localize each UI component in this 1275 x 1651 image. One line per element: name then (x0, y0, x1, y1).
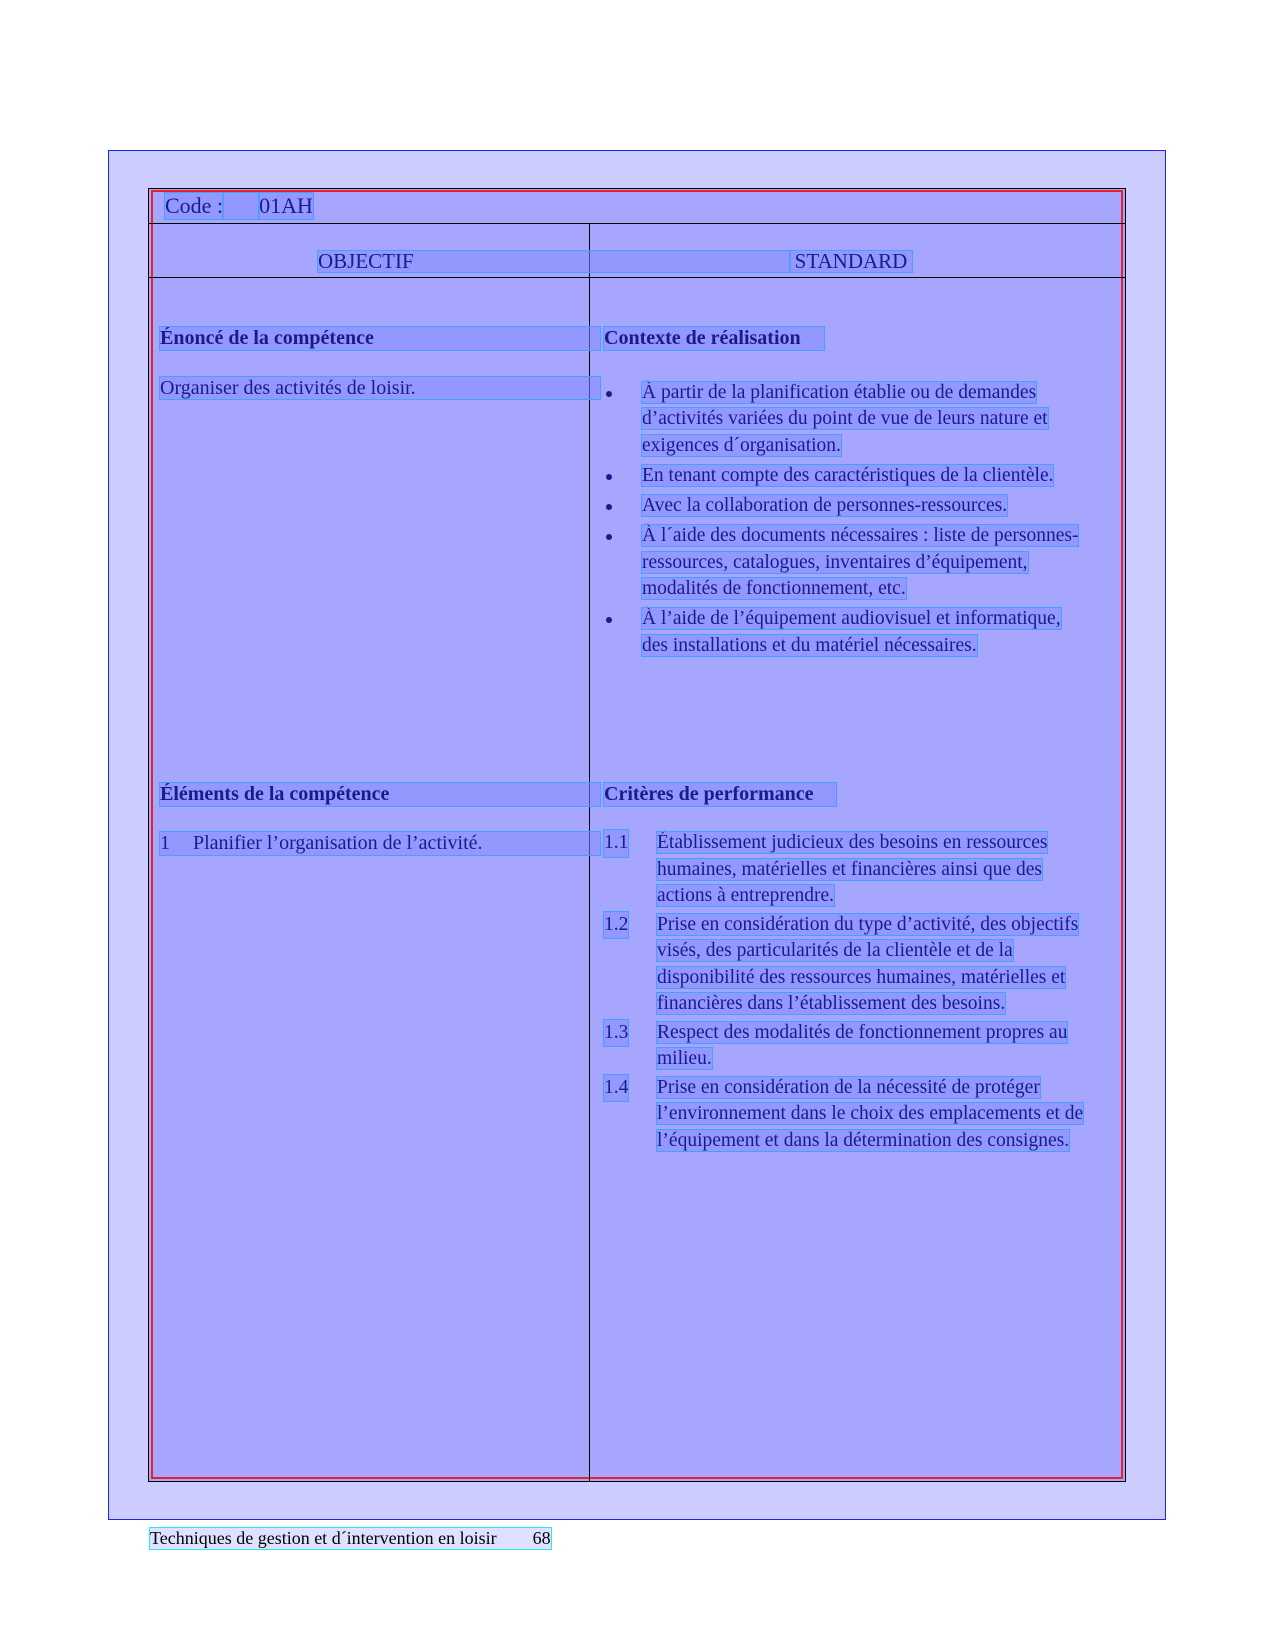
page-footer (150, 1528, 551, 1549)
critere-number: 1.1 (604, 830, 628, 857)
element-text: Planifier l’organisation de l’activité. (193, 832, 483, 854)
critere-item (604, 1075, 1101, 1155)
code-row (165, 193, 313, 219)
critere-number: 1.3 (604, 1020, 628, 1047)
code-label: Code : (165, 193, 224, 218)
critere-item (604, 1020, 1101, 1073)
critere-text: Prise en considération du type d’activité, des objectifs visés, des particularités de la clientèle et de la disponibilité des ressources humaines, matérielles et financières dans l’établissement des besoins. (657, 913, 1079, 1014)
critere-item (604, 912, 1101, 1018)
contexte-list (604, 380, 1079, 663)
critere-number: 1.4 (604, 1075, 628, 1102)
column-header-standard: STANDARD (790, 251, 912, 272)
contexte-item: Avec la collaboration de personnes-ressources. (604, 493, 1079, 519)
footer-title: Techniques de gestion et d´intervention en loisir (150, 1528, 497, 1548)
contexte-item: En tenant compte des caractéristiques de la clientèle. (604, 463, 1079, 489)
contexte-title: Contexte de réalisation (604, 327, 824, 350)
bullet-icon (606, 534, 612, 540)
elements-title: Éléments de la compétence (160, 783, 600, 806)
contexte-item: À partir de la planification établie ou de demandes d’activités variées du point de vue de leurs nature et exigences d´organisation. (604, 380, 1079, 459)
column-header-divider (148, 277, 1126, 278)
page-number: 68 (532, 1528, 551, 1548)
contexte-item: À l´aide des documents nécessaires : liste de personnes-ressources, catalogues, inventaires d’équipement, modalités de fonctionnement, etc. (604, 523, 1079, 602)
enonce-title: Énoncé de la compétence (160, 327, 600, 350)
code-value: 01AH (259, 193, 313, 218)
critere-text: Respect des modalités de fonctionnement propres au milieu. (657, 1021, 1068, 1069)
column-header-objectif: OBJECTIF (318, 251, 790, 272)
bullet-icon (606, 617, 612, 623)
bullet-icon (606, 474, 612, 480)
critere-text: Établissement judicieux des besoins en ressources humaines, matérielles et financières ainsi que des actions à entreprendre. (657, 832, 1048, 906)
bullet-icon (606, 391, 612, 397)
bullet-icon (606, 504, 612, 510)
header-divider (148, 223, 1126, 224)
critere-text: Prise en considération de la nécessité de protéger l’environnement dans le choix des emplacements et de l’équipement et dans la détermination des consignes. (657, 1076, 1084, 1151)
critere-number: 1.2 (604, 912, 628, 939)
criteres-list (604, 830, 1101, 1156)
criteres-title: Critères de performance (604, 783, 836, 806)
contexte-item: À l’aide de l’équipement audiovisuel et informatique, des installations et du matériel nécessaires. (604, 606, 1079, 659)
element-item-1 (160, 832, 600, 855)
critere-item (604, 830, 1101, 910)
element-number: 1 (160, 832, 170, 854)
enonce-text: Organiser des activités de loisir. (160, 377, 600, 399)
